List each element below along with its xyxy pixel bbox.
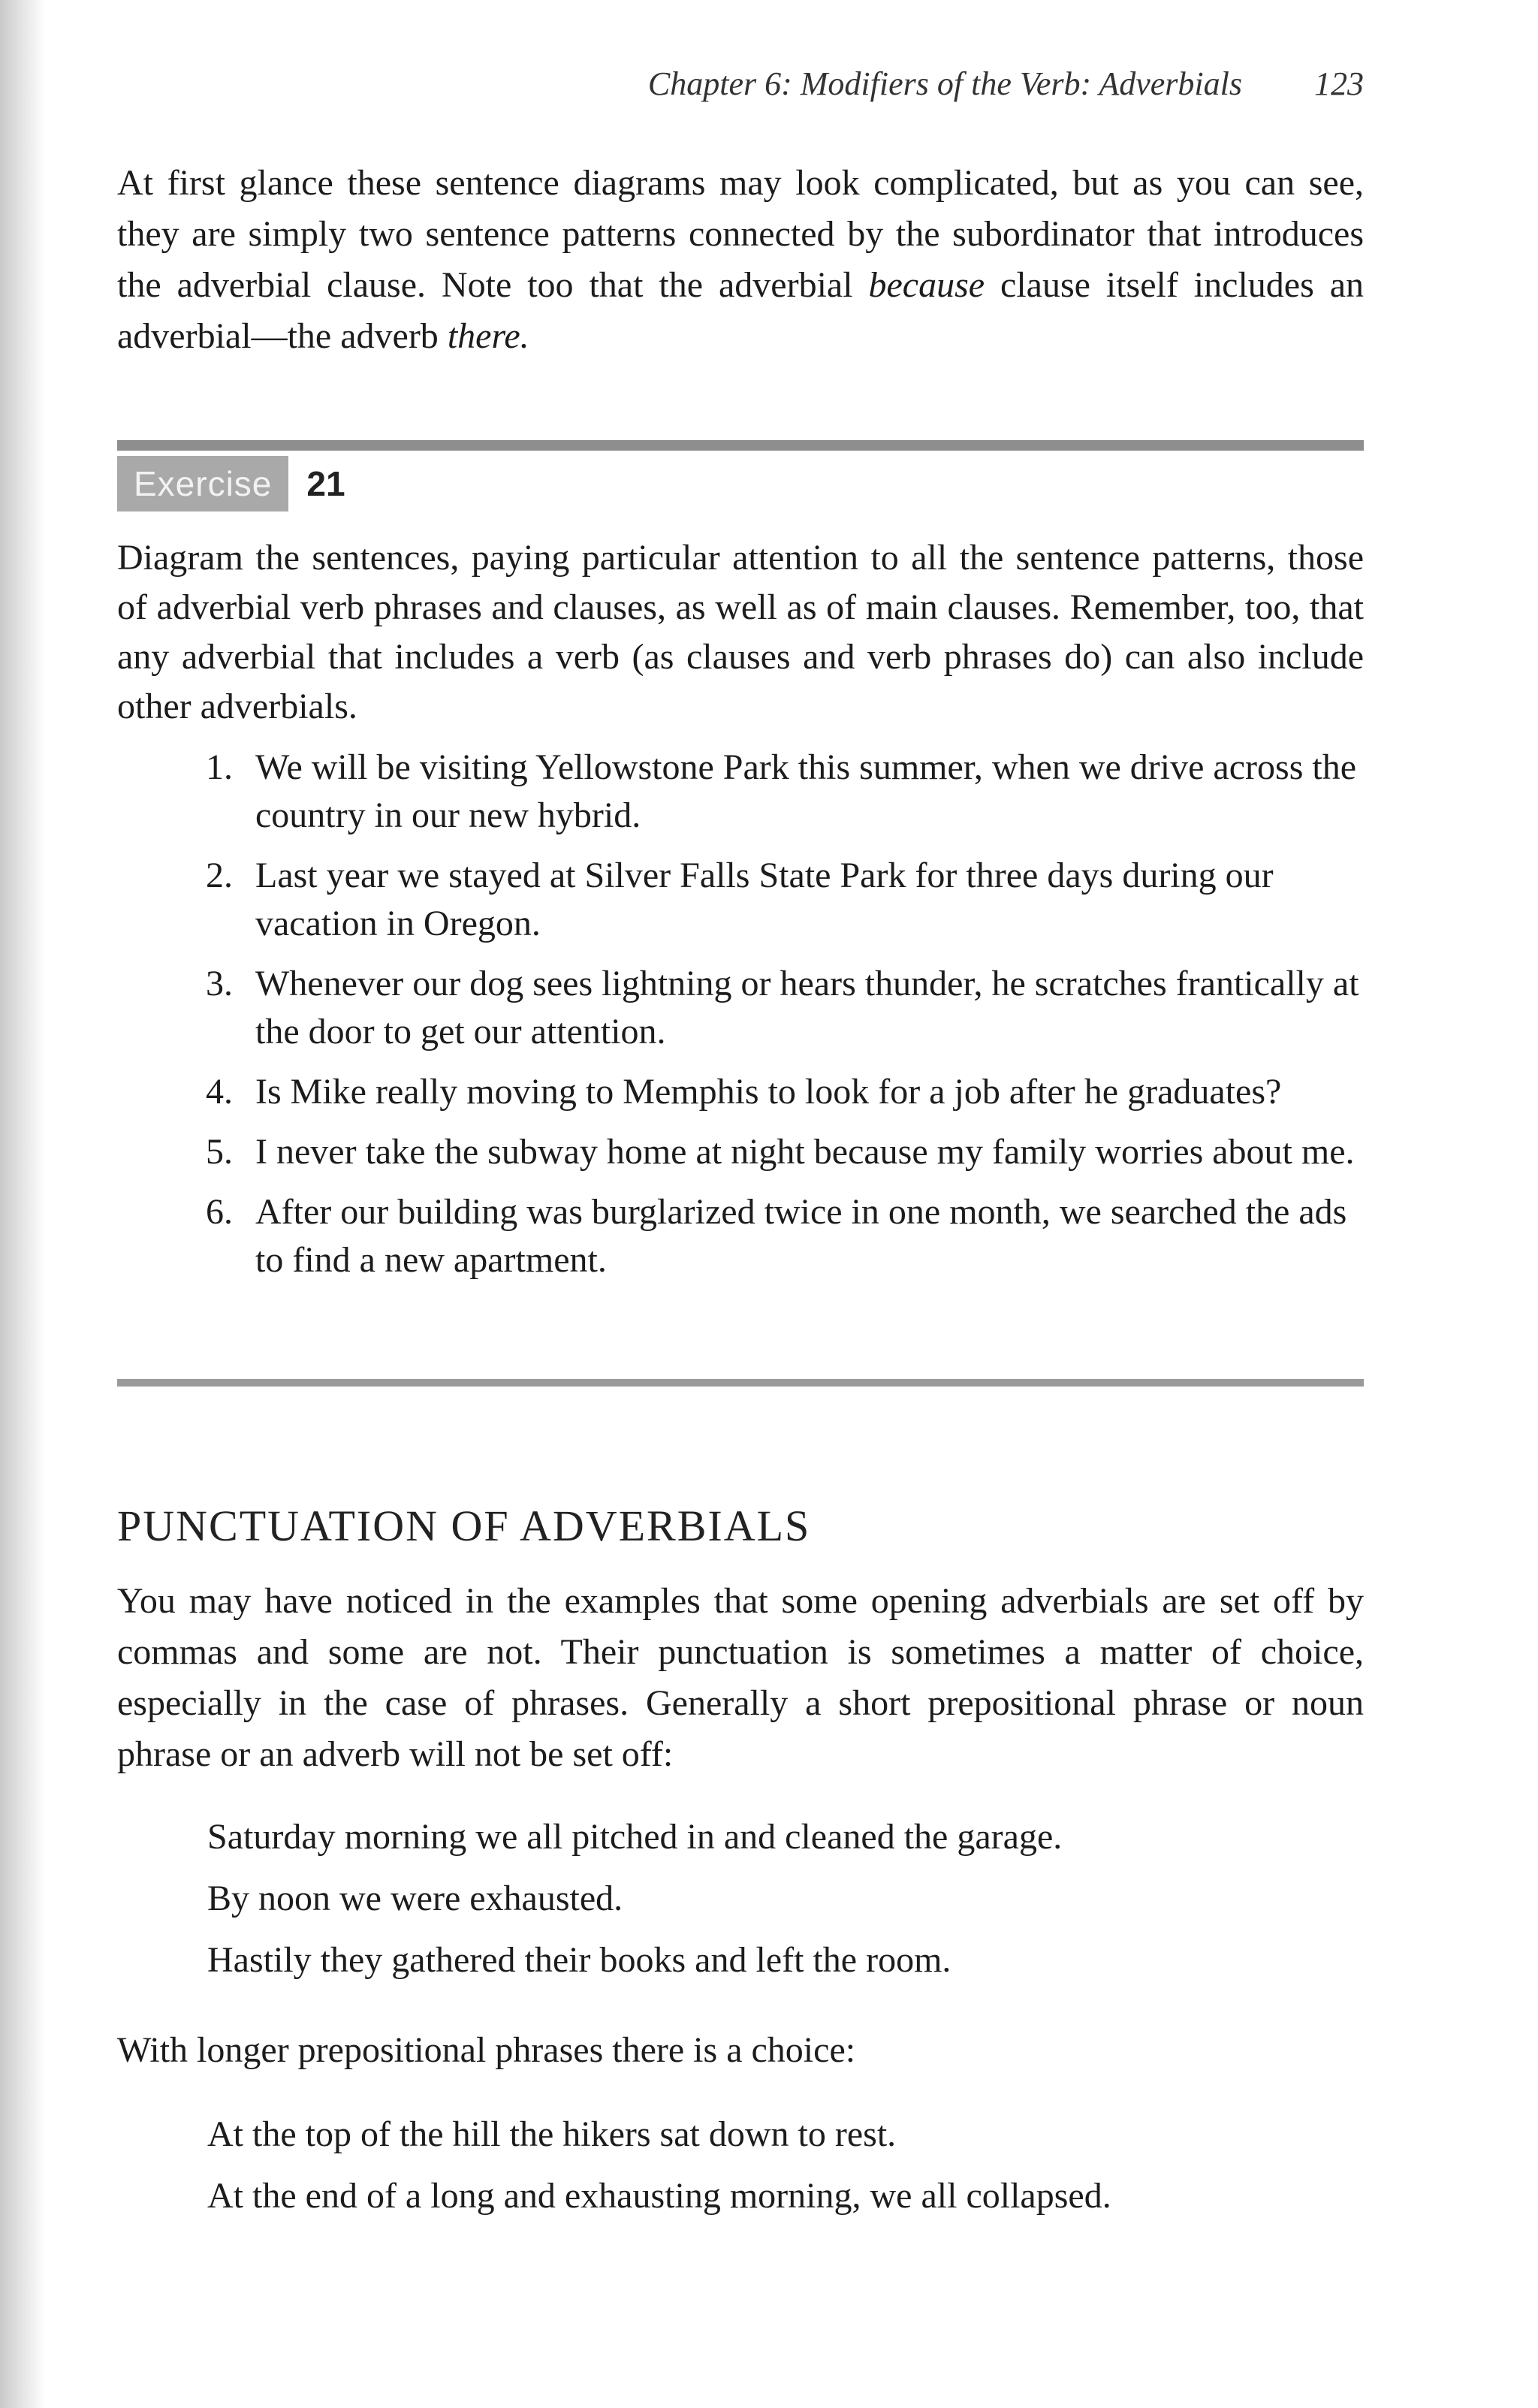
list-item-text: Is Mike really moving to Memphis to look for a job after he graduates?	[255, 1072, 1282, 1112]
list-item-text: I never take the subway home at night because my family worries about me.	[255, 1132, 1355, 1172]
example-sentence: By noon we were exhausted.	[207, 1878, 623, 1918]
section-heading: PUNCTUATION OF ADVERBIALS	[117, 1501, 811, 1550]
list-item	[117, 1128, 1364, 1176]
intro-middle-text: clause itself includes an adverbial—the adverb	[117, 265, 1365, 356]
exercise-instructions: Diagram the sentences, paying particular attention to all the sentence patterns, those of adverbial verb phrases and clauses, as well as of main clauses. Remember, too, that any adverbial that includes a verb (as clauses and verb phrases do) can also include other adverbials.	[117, 538, 1364, 726]
list-item	[117, 852, 1364, 948]
list-item-text: We will be visiting Yellowstone Park this summer, when we drive across the country in our new hybrid.	[255, 747, 1357, 835]
example-sentence: Hastily they gathered their books and left the room.	[207, 1940, 951, 1980]
intro-lead-text: At first glance these sentence diagrams may look complicated, but as you can see, they are simply two sentence patterns connected by the subordinator that introduces the adverbial clause. Note too that the adverbial	[117, 163, 1364, 305]
list-item	[117, 1188, 1364, 1284]
section-paragraph-1: You may have noticed in the examples that some opening adverbials are set off by commas and some are not. Their punctuation is sometimes a matter of choice, especially in the case of phrases. Generally a short prepositional phrase or noun phrase or an adverb will not be set off:	[117, 1581, 1364, 1774]
list-item-number: 1.	[206, 747, 233, 787]
list-item-number: 2.	[206, 855, 233, 895]
list-item	[117, 744, 1364, 840]
list-item-text: Last year we stayed at Silver Falls State Park for three days during our vacation in Oregon.	[255, 855, 1274, 943]
list-item-number: 6.	[206, 1192, 233, 1232]
page-gutter-shadow	[0, 0, 45, 2408]
example-sentence: At the end of a long and exhausting morning, we all collapsed.	[207, 2176, 1111, 2216]
list-item-text: After our building was burglarized twice in one month, we searched the ads to find a new apartment.	[255, 1192, 1347, 1280]
section-paragraph-2: With longer prepositional phrases there is a choice:	[117, 2030, 856, 2070]
exercise-number: 21	[306, 464, 345, 503]
list-item	[117, 960, 1364, 1056]
exercise-list	[117, 744, 1364, 1296]
exercise-label	[117, 451, 345, 517]
list-item-number: 4.	[206, 1072, 233, 1112]
chapter-title: Chapter 6: Modifiers of the Verb: Adverbials	[647, 65, 1242, 102]
list-item-number: 3.	[206, 964, 233, 1003]
list-item	[117, 1068, 1364, 1116]
list-item-text: Whenever our dog sees lightning or hears thunder, he scratches frantically at the door to get our attention.	[255, 964, 1359, 1052]
exercise-badge: Exercise	[117, 456, 288, 511]
list-item-number: 5.	[206, 1132, 233, 1172]
exercise-top-rule	[117, 440, 1364, 451]
example-sentence: Saturday morning we all pitched in and cleaned the garage.	[207, 1817, 1063, 1857]
example-sentence: At the top of the hill the hikers sat down to rest.	[207, 2114, 897, 2154]
intro-paragraph	[117, 158, 1364, 362]
exercise-bottom-rule	[117, 1379, 1364, 1387]
running-header	[117, 65, 1364, 103]
intro-italic-there: there.	[447, 316, 529, 356]
page-number: 123	[1314, 65, 1364, 102]
intro-italic-because: because	[868, 265, 985, 305]
